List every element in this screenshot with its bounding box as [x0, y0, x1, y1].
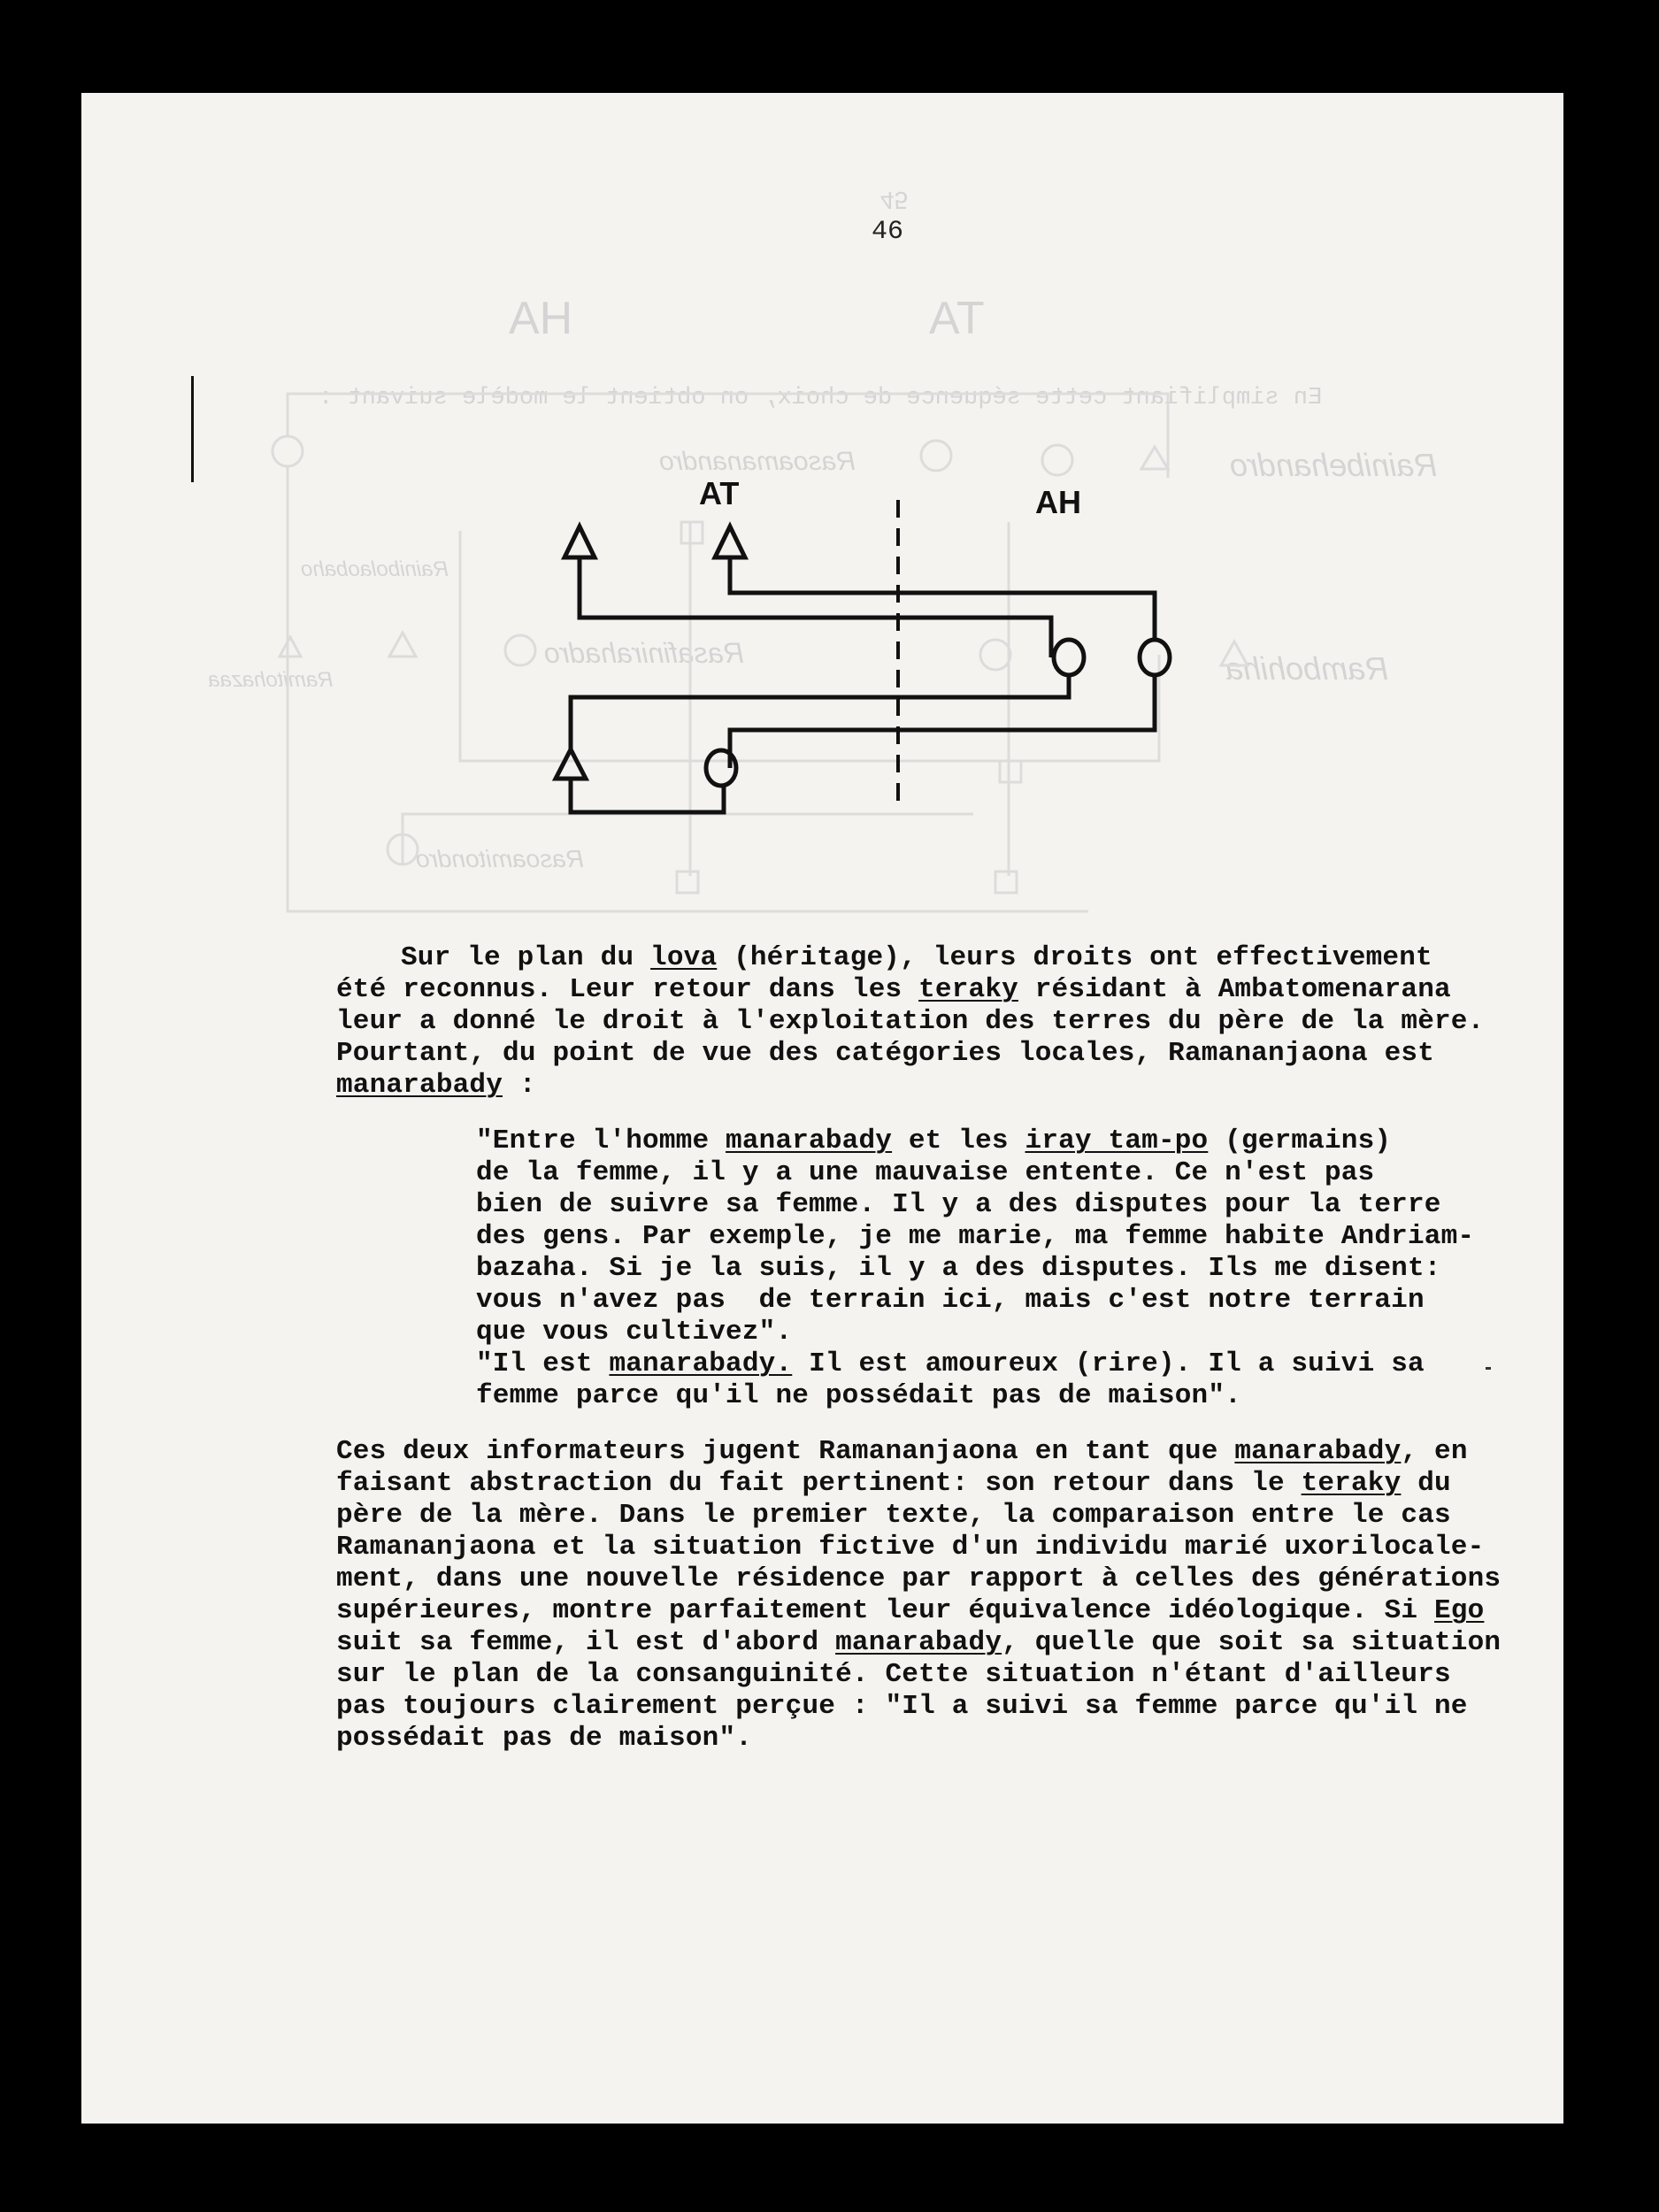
paragraph-2-line-3: père de la mère. Dans le premier texte, la comparaison entre le cas — [336, 1500, 1451, 1531]
quote-line-7: que vous cultivez". — [476, 1317, 793, 1348]
paragraph-1-line-5: manarabady : — [336, 1070, 536, 1101]
circle-symbol-1 — [1054, 640, 1084, 675]
link-line-2 — [730, 557, 1155, 640]
ghost-name-7: Rasoamitondro — [416, 845, 584, 872]
link-line-4 — [730, 675, 1155, 768]
link-line-5 — [571, 779, 724, 812]
triangle-symbol-3 — [556, 749, 586, 779]
ghost-label-ah: AH — [509, 293, 573, 344]
paragraph-2-line-4: Ramananjaona et la situation fictive d'un individu marié uxorilocale- — [336, 1532, 1485, 1563]
paragraph-2-line-7: suit sa femme, il est d'abord manarabady, quelle que soit sa situation — [336, 1627, 1502, 1658]
quote-line-4: des gens. Par exemple, je me marie, ma femme habite Andriam- — [476, 1221, 1475, 1252]
ghost-name-6: Ramitohazaa — [208, 668, 334, 692]
margin-bar — [191, 376, 194, 482]
triangle-symbol-1 — [565, 526, 595, 557]
ghost-name-4: Rasafinirahadro — [544, 637, 744, 669]
link-line-1 — [580, 557, 1051, 657]
paragraph-1-line-4: Pourtant, du point de vue des catégories locales, Ramananjaona est — [336, 1038, 1434, 1069]
triangle-symbol-2 — [715, 526, 745, 557]
paragraph-2-line-10: possédait pas de maison". — [336, 1723, 753, 1754]
quote-line-9: femme parce qu'il ne possédait pas de maison". — [476, 1380, 1241, 1411]
paragraph-2-line-9: pas toujours clairement perçue : "Il a suivi sa femme parce qu'il ne — [336, 1691, 1468, 1722]
ghost-page-number: 45 — [880, 187, 909, 214]
circle-symbol-2 — [1140, 640, 1170, 675]
quote-line-2: de la femme, il y a une mauvaise entente. Ce n'est pas — [476, 1157, 1375, 1188]
quote-line-6: vous n'avez pas de terrain ici, mais c'est notre terrain — [476, 1285, 1425, 1316]
paragraph-2-line-1: Ces deux informateurs jugent Ramananjaona en tant que manarabady, en — [336, 1436, 1468, 1467]
paragraph-2-line-5: ment, dans une nouvelle résidence par rapport à celles des générations — [336, 1563, 1502, 1594]
link-line-3 — [571, 675, 1069, 749]
page-number: 46 — [872, 217, 904, 247]
paragraph-1-line-1: Sur le plan du lova (héritage), leurs droits ont effectivement — [401, 942, 1432, 973]
ghost-name-1: Rainibehandro — [1230, 447, 1438, 483]
paragraph-2-line-6: supérieures, montre parfaitement leur équivalence idéologique. Si Ego — [336, 1595, 1485, 1626]
quote-line-3: bien de suivre sa femme. Il y a des disputes pour la terre — [476, 1189, 1441, 1220]
paragraph-1-line-2: été reconnus. Leur retour dans les teraky résidant à Ambatomenarana — [336, 974, 1451, 1005]
paragraph-2-line-2: faisant abstraction du fait pertinent: son retour dans le teraky du — [336, 1468, 1451, 1499]
kinship-diagram — [531, 478, 1460, 832]
margin-dot — [1486, 1367, 1491, 1370]
ghost-name-5: Rambohiha — [1225, 650, 1389, 687]
label-ah: AH — [1035, 484, 1081, 520]
ghost-label-at: AT — [929, 293, 985, 344]
ghost-text-line: En simplifiant cette séquence de choix, on obtient le modèle suivant : — [319, 385, 1323, 411]
paragraph-1-line-3: leur a donné le droit à l'exploitation des terres du père de la mère. — [336, 1006, 1485, 1037]
paragraph-2-line-8: sur le plan de la consanguinité. Cette situation n'étant d'ailleurs — [336, 1659, 1451, 1690]
ghost-name-2: Rasoamanandro — [659, 447, 856, 476]
ghost-name-3: Rainibolaobaho — [301, 557, 449, 581]
quote-line-8: "Il est manarabady. Il est amoureux (rire). Il a suivi sa — [476, 1348, 1425, 1379]
quote-line-5: bazaha. Si je la suis, il y a des disputes. Ils me disent: — [476, 1253, 1441, 1284]
label-at: AT — [699, 478, 740, 511]
quote-line-1: "Entre l'homme manarabady et les iray tam-po (germains) — [476, 1125, 1392, 1156]
